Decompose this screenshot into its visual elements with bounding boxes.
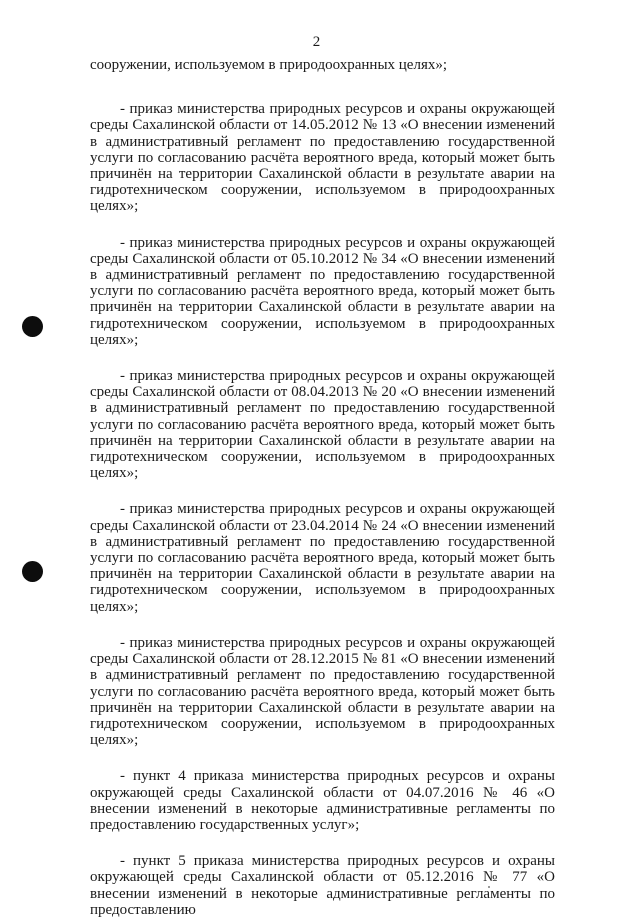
list-item: - приказ министерства природных ресурсов и охраны окружающей среды Сахалинской области от 05.10.2012 № 34 «О внесении изменений в административный регламент по предоставлению государственной услуги по согласованию расчёта вероятного вреда, который может быть причинён на территории Сахалинской области в результате аварии на гидротехническом сооружении, используемом в природоохранных целях»; bbox=[90, 234, 555, 348]
list-item: - приказ министерства природных ресурсов и охраны окружающей среды Сахалинской области от 08.04.2013 № 20 «О внесении изменений в административный регламент по предоставлению государственной услуги по согласованию расчёта вероятного вреда, который может быть причинён на территории Сахалинской области в результате аварии на гидротехническом сооружении, используемом в природоохранных целях»; bbox=[90, 368, 555, 482]
list-item: - приказ министерства природных ресурсов и охраны окружающей среды Сахалинской области от 14.05.2012 № 13 «О внесении изменений в административный регламент по предоставлению государственной услуги по согласованию расчёта вероятного вреда, который может быть причинён на территории Сахалинской области в результате аварии на гидротехническом сооружении, используемом в природоохранных целях»; bbox=[90, 101, 555, 215]
punch-hole-top bbox=[22, 316, 43, 337]
list-item: - пункт 5 приказа министерства природных ресурсов и охраны окружающей среды Сахалинской области от 05.12.2016 № 77 «О внесении изменений в некоторые административные регламенты по предоставлению bbox=[90, 853, 555, 918]
list-item: - приказ министерства природных ресурсов и охраны окружающей среды Сахалинской области от 28.12.2015 № 81 «О внесении изменений в административный регламент по предоставлению государственной услуги по согласованию расчёта вероятного вреда, который может быть причинён на территории Сахалинской области в результате аварии на гидротехническом сооружении, используемом в природоохранных целях»; bbox=[90, 634, 555, 749]
list-item: - приказ министерства природных ресурсов и охраны окружающей среды Сахалинской области от 23.04.2014 № 24 «О внесении изменений в административный регламент по предоставлению государственной услуги по согласованию расчёта вероятного вреда, который может быть причинён на территории Сахалинской области в результате аварии на гидротехническом сооружении, используемом в природоохранных целях»; bbox=[90, 501, 555, 615]
page-number: 2 bbox=[312, 34, 321, 50]
punch-hole-bottom bbox=[22, 561, 43, 582]
continuation-paragraph: сооружении, используемом в природоохранных целях»; bbox=[90, 57, 448, 73]
document-body bbox=[90, 57, 555, 918]
list-item: - пункт 4 приказа министерства природных ресурсов и охраны окружающей среды Сахалинской области от 04.07.2016 № 46 «О внесении изменений в некоторые административные регламенты по предоставлению государственных услуг»; bbox=[90, 768, 555, 833]
